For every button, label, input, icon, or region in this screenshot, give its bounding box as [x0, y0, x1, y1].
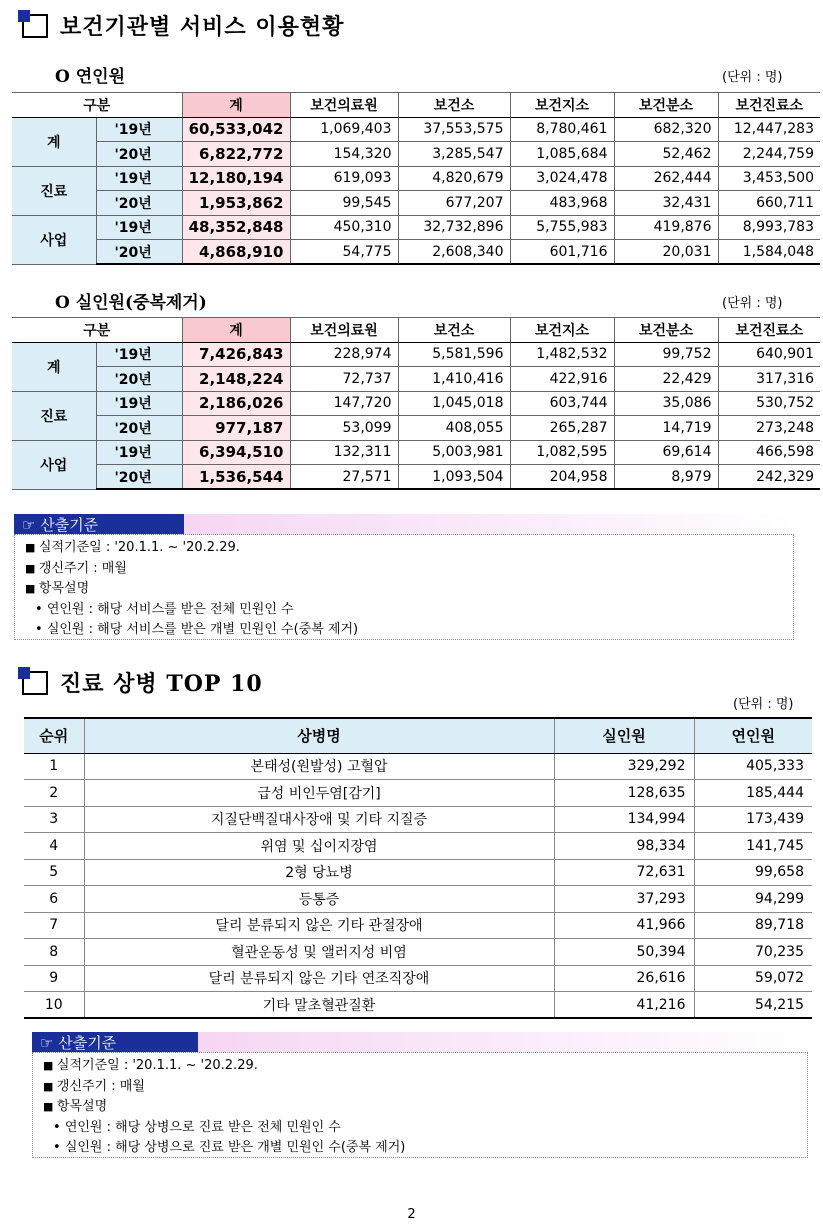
value-cell: 69,614 — [614, 440, 718, 465]
header-1: 계 — [182, 93, 290, 118]
header-disease: 상병명 — [84, 718, 554, 753]
group-label: 진료 — [12, 166, 96, 215]
unit-label: (단위 : 명) — [722, 296, 783, 311]
year-label: '20년 — [96, 191, 182, 216]
real-count-cell: 37,293 — [554, 886, 694, 913]
disease-name-cell: 지질단백질대사장애 및 기타 지질증 — [84, 806, 554, 833]
rank-cell: 5 — [24, 859, 84, 886]
total-count-cell: 94,299 — [694, 886, 812, 913]
value-cell: 5,755,983 — [510, 215, 614, 240]
value-cell: 72,737 — [290, 367, 398, 392]
value-cell: 99,752 — [614, 342, 718, 367]
value-cell: 466,598 — [718, 440, 820, 465]
value-cell: 32,732,896 — [398, 215, 510, 240]
table-total-visits — [12, 92, 820, 265]
total-count-cell: 59,072 — [694, 965, 812, 992]
table-row — [24, 780, 812, 807]
table-row — [12, 391, 820, 416]
note-line: ■ 항목설명 — [43, 1097, 797, 1118]
value-cell: 1,045,018 — [398, 391, 510, 416]
total-cell: 12,180,194 — [182, 166, 290, 191]
note-box-services — [14, 534, 794, 640]
group-label: 계 — [12, 342, 96, 391]
disease-name-cell: 2형 당뇨병 — [84, 859, 554, 886]
note-box-diseases — [32, 1052, 808, 1158]
disease-name-cell: 급성 비인두염[감기] — [84, 780, 554, 807]
table-row — [12, 117, 820, 142]
total-count-cell: 405,333 — [694, 753, 812, 780]
real-count-cell: 50,394 — [554, 939, 694, 966]
value-cell: 450,310 — [290, 215, 398, 240]
value-cell: 1,482,532 — [510, 342, 614, 367]
table-row — [12, 416, 820, 441]
unit-label: (단위 : 명) — [722, 70, 783, 85]
table-row — [24, 859, 812, 886]
value-cell: 8,780,461 — [510, 117, 614, 142]
total-cell: 4,868,910 — [182, 240, 290, 265]
unit-label: (단위 : 명) — [733, 697, 794, 712]
value-cell: 37,553,575 — [398, 117, 510, 142]
year-label: '20년 — [96, 142, 182, 167]
value-cell: 422,916 — [510, 367, 614, 392]
table-row — [24, 912, 812, 939]
table-row — [24, 833, 812, 860]
note-line: • 실인원 : 해당 서비스를 받은 개별 민원인 수(중복 제거) — [25, 620, 783, 641]
value-cell: 8,979 — [614, 465, 718, 490]
value-cell: 530,752 — [718, 391, 820, 416]
year-label: '19년 — [96, 440, 182, 465]
rank-cell: 8 — [24, 939, 84, 966]
group-label: 진료 — [12, 391, 96, 440]
disease-name-cell: 달리 분류되지 않은 기타 관절장애 — [84, 912, 554, 939]
table-row — [12, 342, 820, 367]
value-cell: 53,099 — [290, 416, 398, 441]
table-row — [12, 240, 820, 265]
group-label: 사업 — [12, 440, 96, 489]
total-cell: 48,352,848 — [182, 215, 290, 240]
value-cell: 3,453,500 — [718, 166, 820, 191]
total-cell: 1,953,862 — [182, 191, 290, 216]
year-label: '19년 — [96, 342, 182, 367]
table-row — [12, 191, 820, 216]
header-3: 보건소 — [398, 93, 510, 118]
table-row — [24, 753, 812, 780]
total-cell: 1,536,544 — [182, 465, 290, 490]
header-category: 구분 — [12, 93, 182, 118]
rank-cell: 3 — [24, 806, 84, 833]
note-line: • 연인원 : 해당 서비스를 받은 전체 민원인 수 — [25, 600, 783, 621]
rank-cell: 4 — [24, 833, 84, 860]
value-cell: 3,285,547 — [398, 142, 510, 167]
value-cell: 32,431 — [614, 191, 718, 216]
note-line: ■ 갱신주기 : 매월 — [25, 559, 783, 580]
value-cell: 27,571 — [290, 465, 398, 490]
value-cell: 35,086 — [614, 391, 718, 416]
value-cell: 8,993,783 — [718, 215, 820, 240]
value-cell: 22,429 — [614, 367, 718, 392]
value-cell: 20,031 — [614, 240, 718, 265]
year-label: '19년 — [96, 166, 182, 191]
real-count-cell: 329,292 — [554, 753, 694, 780]
total-cell: 6,822,772 — [182, 142, 290, 167]
value-cell: 265,287 — [510, 416, 614, 441]
value-cell: 1,082,595 — [510, 440, 614, 465]
header-4: 보건지소 — [510, 93, 614, 118]
header-5: 보건분소 — [614, 93, 718, 118]
value-cell: 3,024,478 — [510, 166, 614, 191]
total-cell: 6,394,510 — [182, 440, 290, 465]
total-count-cell: 99,658 — [694, 859, 812, 886]
note-line: ■ 항목설명 — [25, 579, 783, 600]
year-label: '20년 — [96, 465, 182, 490]
real-count-cell: 128,635 — [554, 780, 694, 807]
value-cell: 619,093 — [290, 166, 398, 191]
value-cell: 147,720 — [290, 391, 398, 416]
total-cell: 60,533,042 — [182, 117, 290, 142]
header-6: 보건진료소 — [718, 93, 820, 118]
real-count-cell: 98,334 — [554, 833, 694, 860]
rank-cell: 10 — [24, 992, 84, 1019]
total-cell: 7,426,843 — [182, 342, 290, 367]
total-cell: 2,148,224 — [182, 367, 290, 392]
real-count-cell: 134,994 — [554, 806, 694, 833]
rank-cell: 6 — [24, 886, 84, 913]
value-cell: 5,581,596 — [398, 342, 510, 367]
value-cell: 1,085,684 — [510, 142, 614, 167]
year-label: '19년 — [96, 215, 182, 240]
value-cell: 12,447,283 — [718, 117, 820, 142]
section-marker-icon — [22, 671, 48, 695]
value-cell: 317,316 — [718, 367, 820, 392]
section-title-text: 보건기관별 서비스 이용현황 — [60, 14, 345, 40]
table-row — [12, 166, 820, 191]
section-title-top10 — [22, 667, 263, 698]
value-cell: 601,716 — [510, 240, 614, 265]
header-4: 보건지소 — [510, 318, 614, 343]
total-count-cell: 173,439 — [694, 806, 812, 833]
table-top10-diseases — [24, 717, 812, 1019]
header-5: 보건분소 — [614, 318, 718, 343]
total-count-cell: 141,745 — [694, 833, 812, 860]
value-cell: 1,093,504 — [398, 465, 510, 490]
value-cell: 660,711 — [718, 191, 820, 216]
table-row — [12, 465, 820, 490]
value-cell: 4,820,679 — [398, 166, 510, 191]
note-line: ■ 실적기준일 : '20.1.1. ~ '20.2.29. — [43, 1056, 797, 1077]
value-cell: 677,207 — [398, 191, 510, 216]
real-count-cell: 41,216 — [554, 992, 694, 1019]
value-cell: 640,901 — [718, 342, 820, 367]
value-cell: 14,719 — [614, 416, 718, 441]
header-category: 구분 — [12, 318, 182, 343]
table-row — [24, 806, 812, 833]
real-count-cell: 41,966 — [554, 912, 694, 939]
rank-cell: 7 — [24, 912, 84, 939]
table-row — [24, 886, 812, 913]
real-count-cell: 72,631 — [554, 859, 694, 886]
value-cell: 2,244,759 — [718, 142, 820, 167]
total-cell: 2,186,026 — [182, 391, 290, 416]
header-1: 계 — [182, 318, 290, 343]
value-cell: 242,329 — [718, 465, 820, 490]
group-label: 사업 — [12, 215, 96, 264]
value-cell: 204,958 — [510, 465, 614, 490]
table-row — [12, 142, 820, 167]
disease-name-cell: 달리 분류되지 않은 기타 연조직장애 — [84, 965, 554, 992]
total-count-cell: 89,718 — [694, 912, 812, 939]
year-label: '20년 — [96, 367, 182, 392]
disease-name-cell: 등통증 — [84, 886, 554, 913]
table-row — [12, 215, 820, 240]
year-label: '19년 — [96, 391, 182, 416]
value-cell: 262,444 — [614, 166, 718, 191]
value-cell: 132,311 — [290, 440, 398, 465]
disease-name-cell: 위염 및 십이지장염 — [84, 833, 554, 860]
value-cell: 228,974 — [290, 342, 398, 367]
total-count-cell: 185,444 — [694, 780, 812, 807]
header-real: 실인원 — [554, 718, 694, 753]
rank-cell: 2 — [24, 780, 84, 807]
header-2: 보건의료원 — [290, 318, 398, 343]
year-label: '19년 — [96, 117, 182, 142]
value-cell: 2,608,340 — [398, 240, 510, 265]
group-label: 계 — [12, 117, 96, 166]
header-rank: 순위 — [24, 718, 84, 753]
note-line: • 연인원 : 해당 상병으로 진료 받은 전체 민원인 수 — [43, 1118, 797, 1139]
header-2: 보건의료원 — [290, 93, 398, 118]
disease-name-cell: 본태성(원발성) 고혈압 — [84, 753, 554, 780]
value-cell: 273,248 — [718, 416, 820, 441]
value-cell: 483,968 — [510, 191, 614, 216]
disease-name-cell: 혈관운동성 및 앨러지성 비염 — [84, 939, 554, 966]
year-label: '20년 — [96, 416, 182, 441]
note-header: ☞ 산출기준 — [14, 514, 184, 534]
real-count-cell: 26,616 — [554, 965, 694, 992]
header-total: 연인원 — [694, 718, 812, 753]
table-row — [12, 367, 820, 392]
total-cell: 977,187 — [182, 416, 290, 441]
rank-cell: 1 — [24, 753, 84, 780]
section-title-text: 진료 상병 TOP 10 — [60, 671, 263, 697]
rank-cell: 9 — [24, 965, 84, 992]
table-row — [24, 939, 812, 966]
value-cell: 1,584,048 — [718, 240, 820, 265]
subtitle-real-visits: O 실인원(중복제거) — [55, 293, 207, 313]
value-cell: 5,003,981 — [398, 440, 510, 465]
note-header-gradient — [184, 514, 794, 534]
note-line: • 실인원 : 해당 상병으로 진료 받은 개별 민원인 수(중복 제거) — [43, 1138, 797, 1159]
value-cell: 154,320 — [290, 142, 398, 167]
year-label: '20년 — [96, 240, 182, 265]
disease-name-cell: 기타 말초혈관질환 — [84, 992, 554, 1019]
note-header-gradient — [198, 1032, 808, 1052]
value-cell: 52,462 — [614, 142, 718, 167]
value-cell: 603,744 — [510, 391, 614, 416]
value-cell: 99,545 — [290, 191, 398, 216]
note-header: ☞ 산출기준 — [32, 1032, 198, 1052]
total-count-cell: 70,235 — [694, 939, 812, 966]
value-cell: 419,876 — [614, 215, 718, 240]
section-title-services — [22, 10, 344, 41]
total-count-cell: 54,215 — [694, 992, 812, 1019]
table-row — [12, 440, 820, 465]
section-marker-icon — [22, 14, 48, 38]
table-row — [24, 992, 812, 1019]
header-6: 보건진료소 — [718, 318, 820, 343]
table-real-visits — [12, 317, 820, 490]
header-3: 보건소 — [398, 318, 510, 343]
value-cell: 408,055 — [398, 416, 510, 441]
table-row — [24, 965, 812, 992]
value-cell: 1,410,416 — [398, 367, 510, 392]
subtitle-total-visits: O 연인원 — [55, 67, 125, 87]
value-cell: 54,775 — [290, 240, 398, 265]
value-cell: 1,069,403 — [290, 117, 398, 142]
note-line: ■ 갱신주기 : 매월 — [43, 1077, 797, 1098]
page-number: 2 — [407, 1207, 416, 1222]
note-line: ■ 실적기준일 : '20.1.1. ~ '20.2.29. — [25, 538, 783, 559]
value-cell: 682,320 — [614, 117, 718, 142]
